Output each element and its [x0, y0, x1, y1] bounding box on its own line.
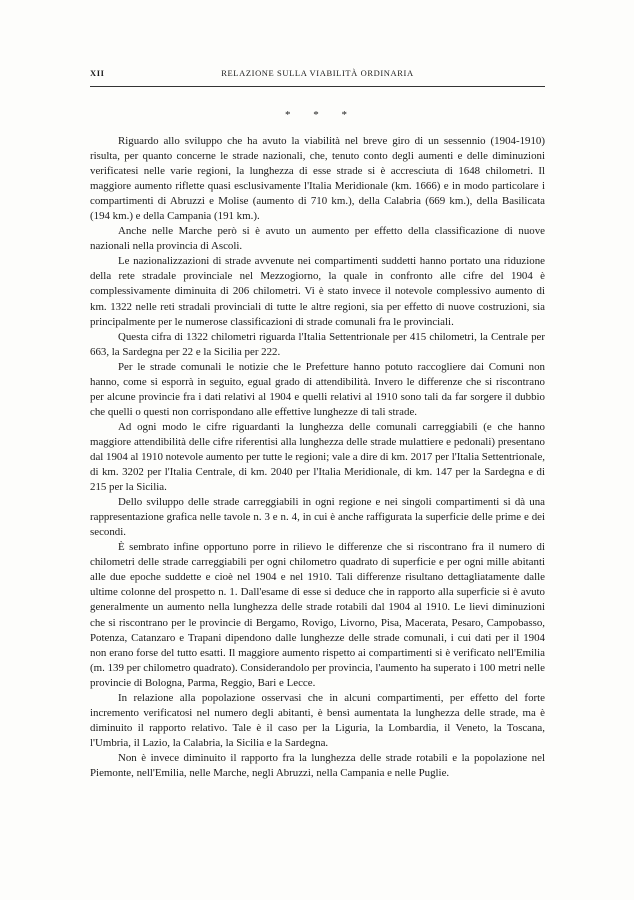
paragraph: In relazione alla popolazione osservasi che in alcuni compartimenti, per effetto del forte incremento verificatosi nel numero degli abitanti, è bensì aumentata la lunghezza delle strade, ma è diminuito il rapporto relativo. Tale è il caso per la Liguria, la Lombardia, il Veneto, la Toscana, l'Umbria, il Lazio, la Calabria, la Sicilia e la Sardegna. [90, 691, 545, 749]
page-number: XII [90, 68, 105, 78]
paragraph: È sembrato infine opportuno porre in rilievo le differenze che si riscontrano fra il numero di chilometri delle strade carreggiabili per ogni chilometro quadrato di superficie e per ogni mille abitanti alle due epoche suddette e cioè nel 1904 e nel 1910. Tali differenze risultano dettagliatamente dalle ultime colonne del prospetto n. 1. Dall'esame di esse si deduce che in rapporto alla superficie si è avuto generalmente un aumento nella lunghezza delle strade rotabili dal 1904 al 1910. Le lievi diminuzioni che si riscontrano per le provincie di Bergamo, Rovigo, Livorno, Pisa, Macerata, Pesaro, Campobasso, Potenza, Catanzaro e Trapani dipendono dalle lunghezze delle strade comunali, i cui dati per il 1904 non erano forse del tutto esatti. Il maggiore aumento rispetto ai compartimenti si è verificato nell'Emilia (m. 139 per chilometro quadrato). Considerandolo per provincia, l'aumento ha superato i 100 metri nelle provincie di Bologna, Parma, Reggio, Bari e Lecce. [90, 541, 545, 689]
paragraph: Le nazionalizzazioni di strade avvenute nei compartimenti suddetti hanno portato una riduzione della rete stradale provinciale nel Mezzogiorno, la quale in confronto alle cifre del 1904 è complessivamente diminuita di 206 chilometri. Vi è stato invece il notevole complessivo aumento di km. 1322 nelle reti stradali provinciali di tutte le altre regioni, sia per effetto di nuove costruzioni, sia principalmente per le numerose classificazioni di strade comunali fra le provinciali. [90, 255, 545, 328]
body-text [90, 134, 545, 781]
header-title: RELAZIONE SULLA VIABILITÀ ORDINARIA [221, 68, 414, 78]
header-rule [90, 86, 545, 87]
paragraph: Questa cifra di 1322 chilometri riguarda l'Italia Settentrionale per 415 chilometri, la Centrale per 663, la Sardegna per 22 e la Sicilia per 222. [90, 330, 545, 358]
running-head [90, 68, 545, 82]
paragraph: Riguardo allo sviluppo che ha avuto la viabilità nel breve giro di un sessennio (1904-1910) risulta, per quanto concerne le strade nazionali, che, tenuto conto degli aumenti e delle diminuzioni verificatesi nelle varie regioni, la lunghezza di esse strade si è accresciuta di 1648 chilometri. Il maggiore aumento riflette quasi esclusivamente l'Italia Meridionale (km. 1666) e in modo particolare i compartimenti di Abruzzi e Molise (aumento di 710 km.), della Calabria (669 km.), della Basilicata (194 km.) e della Campania (191 km.). [90, 135, 545, 223]
paragraph: Ad ogni modo le cifre riguardanti la lunghezza delle comunali carreggiabili (e che hanno maggiore attendibilità delle cifre riferentisi alla lunghezza delle strade mulattiere e pedonali) presentano dal 1904 al 1910 notevole aumento per tutte le regioni; vale a dire di km. 2017 per l'Italia Settentrionale, di km. 3202 per l'Italia Centrale, di km. 2040 per l'Italia Meridionale, di km. 147 per la Sardegna e di 215 per la Sicilia. [90, 420, 545, 494]
paragraph: Dello sviluppo delle strade carreggiabili in ogni regione e nei singoli compartimenti si dà una rappresentazione grafica nelle tavole n. 3 e n. 4, in cui è anche raffigurata la superficie delle prime e dei secondi. [90, 496, 545, 539]
paragraph: Anche nelle Marche però si è avuto un aumento per effetto della classificazione di nuove nazionali nella provincia di Ascoli. [90, 225, 545, 253]
paragraph: Per le strade comunali le notizie che le Prefetture hanno potuto raccogliere dai Comuni non hanno, come si esporrà in seguito, egual grado di attendibilità. Invero le differenze che si riscontrano per alcune provincie fra i dati relativi al 1904 e quelli relativi al 1910 sono tali da far sorgere il dubbio che quelli o questi non corrispondano alle effettive lunghezze di tali strade. [90, 360, 545, 418]
paragraph: Non è invece diminuito il rapporto fra la lunghezza delle strade rotabili e la popolazione nel Piemonte, nell'Emilia, nelle Marche, negli Abruzzi, nella Campania e nelle Puglie. [90, 751, 545, 779]
section-ornament: * * * [285, 109, 357, 121]
